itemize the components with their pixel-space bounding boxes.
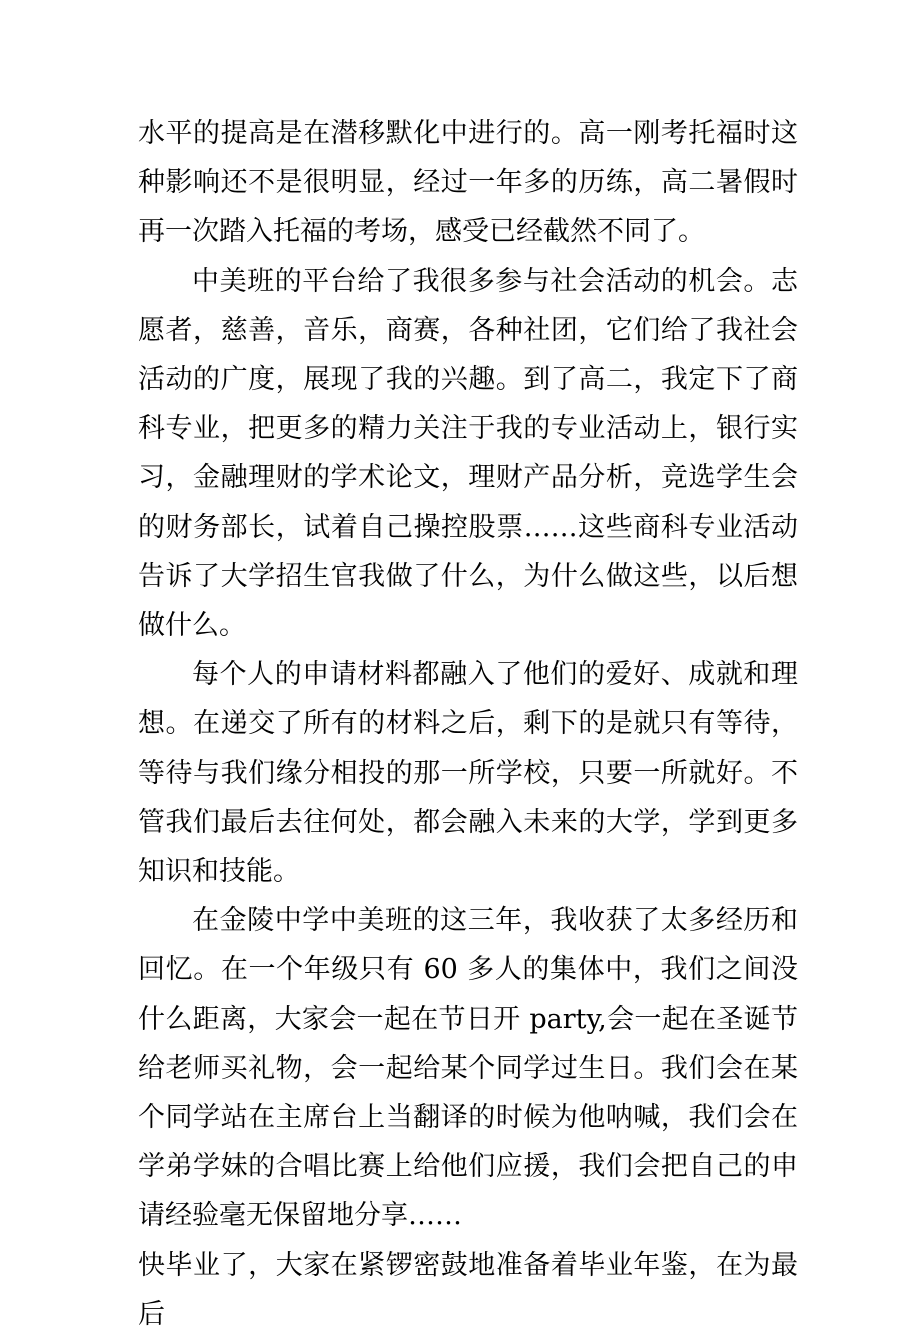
paragraph-3: 每个人的申请材料都融入了他们的爱好、成就和理想。在递交了所有的材料之后，剩下的是就只有等待，等待与我们缘分相投的那一所学校，只要一所就好。不管我们最后去往何处，都会融入未来的大学，学到更多知识和技能。 — [138, 659, 798, 888]
paragraph-2: 中美班的平台给了我很多参与社会活动的机会。志愿者，慈善，音乐，商赛，各种社团，它们给了我社会活动的广度，展现了我的兴趣。到了高二，我定下了商科专业，把更多的精力关注于我的专业活动上，银行实习，金融理财的学术论文，理财产品分析，竞选学生会的财务部长，试着自己操控股票……这些商科专业活动告诉了大学招生官我做了什么，为什么做这些，以后想做什么。 — [138, 265, 798, 642]
paragraph-5: 快毕业了，大家在紧锣密鼓地准备着毕业年鉴，在为最后 — [138, 1249, 798, 1330]
body-text — [138, 109, 798, 1339]
paragraph-4: 在金陵中学中美班的这三年，我收获了太多经历和回忆。在一个年级只有 60 多人的集体中，我们之间没什么距离，大家会一起在节日开 party,会一起在圣诞节给老师买礼物，会一起给某个同学过生日。我们会在某个同学站在主席台上当翻译的时候为他呐喊，我们会在学弟学妹的合唱比赛上给他们应援，我们会把自己的申请经验毫无保留地分享…… — [138, 905, 798, 1232]
paragraph-1: 水平的提高是在潜移默化中进行的。高一刚考托福时这种影响还不是很明显，经过一年多的历练，高二暑假时再一次踏入托福的考场，感受已经截然不同了。 — [138, 118, 798, 248]
